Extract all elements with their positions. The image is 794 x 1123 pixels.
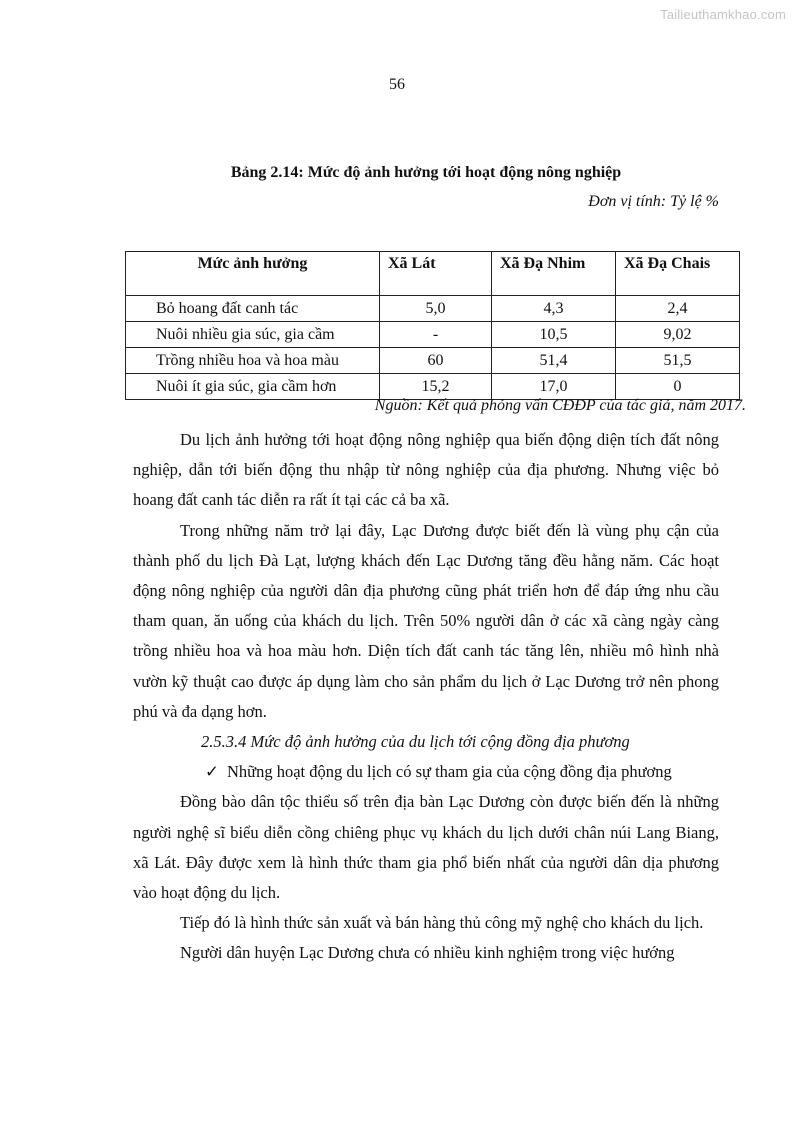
- table-header: Xã Đạ Chais: [616, 252, 740, 296]
- table-source: Nguồn: Kết quả phỏng vấn CĐĐP của tác giả, năm 2017.: [374, 397, 746, 414]
- table-row: [126, 296, 740, 322]
- table-cell: 0: [616, 374, 740, 400]
- checklist-item: [133, 757, 719, 787]
- table-cell: Bỏ hoang đất canh tác: [126, 296, 380, 322]
- watermark: Tailieuthamkhao.com: [660, 7, 786, 22]
- checkmark-icon: ✓: [205, 762, 219, 782]
- table-header: Xã Đạ Nhim: [492, 252, 616, 296]
- data-table: [125, 251, 740, 400]
- table-cell: Nuôi ít gia súc, gia cầm hơn: [126, 374, 380, 400]
- table-cell: Trồng nhiều hoa và hoa màu: [126, 348, 380, 374]
- table-cell: 17,0: [492, 374, 616, 400]
- table-cell: 51,4: [492, 348, 616, 374]
- paragraph: Tiếp đó là hình thức sản xuất và bán hàng thủ công mỹ nghệ cho khách du lịch.: [180, 913, 704, 933]
- table-title: Bảng 2.14: Mức độ ảnh hưởng tới hoạt động nông nghiệp: [230, 164, 622, 181]
- table-cell: 2,4: [616, 296, 740, 322]
- table-row: [126, 322, 740, 348]
- table-row: [126, 374, 740, 400]
- table-cell: 51,5: [616, 348, 740, 374]
- table-cell: -: [380, 322, 492, 348]
- checklist-item-label: Những hoạt động du lịch có sự tham gia của cộng đồng địa phương: [227, 762, 672, 782]
- section-subheading: 2.5.3.4 Mức độ ảnh hưởng của du lịch tới cộng đồng địa phương: [201, 732, 630, 752]
- table-cell: 5,0: [380, 296, 492, 322]
- page-number: 56: [389, 76, 405, 93]
- body-text: [133, 425, 719, 969]
- paragraph: Đồng bào dân tộc thiểu số trên địa bàn Lạc Dương còn được biến đến là những người nghệ sĩ biểu diễn cồng chiêng phục vụ khách du lịch dưới chân núi Lang Biang, xã Lát. Đây được xem là hình thức tham gia phổ biến nhất của người dân dịa phương vào hoạt động du lịch.: [133, 792, 719, 903]
- table-unit: Đơn vị tính: Tỷ lệ %: [588, 193, 719, 210]
- table-cell: 15,2: [380, 374, 492, 400]
- paragraph: Người dân huyện Lạc Dương chưa có nhiều kinh nghiệm trong việc hướng: [180, 943, 675, 963]
- table-cell: 10,5: [492, 322, 616, 348]
- table-cell: 60: [380, 348, 492, 374]
- paragraph: Du lịch ảnh hưởng tới hoạt động nông nghiệp qua biến động diện tích đất nông nghiệp, dẫn tới biến động thu nhập từ nông nghiệp của địa phương. Nhưng việc bỏ hoang đất canh tác diễn ra rất ít tại các cả ba xã.: [133, 430, 719, 510]
- table-header-row: [126, 252, 740, 296]
- table-header: Mức ảnh hưởng: [126, 252, 380, 296]
- table-cell: Nuôi nhiều gia súc, gia cầm: [126, 322, 380, 348]
- table-cell: 9,02: [616, 322, 740, 348]
- table-cell: 4,3: [492, 296, 616, 322]
- table-header: Xã Lát: [380, 252, 492, 296]
- paragraph: Trong những năm trở lại đây, Lạc Dương được biết đến là vùng phụ cận của thành phố du lịch Đà Lạt, lượng khách đến Lạc Dương tăng đều hằng năm. Các hoạt động nông nghiệp của người dân địa phương cũng phát triển hơn để đáp ứng nhu cầu tham quan, ăn uống của khách du lịch. Trên 50% người dân ở các xã càng ngày càng trồng nhiều hoa và hoa màu hơn. Diện tích đất canh tác tăng lên, nhiều mô hình nhà vườn kỹ thuật cao được áp dụng làm cho sản phẩm du lịch ở Lạc Dương trở nên phong phú và đa dạng hơn.: [133, 520, 719, 721]
- table-row: [126, 348, 740, 374]
